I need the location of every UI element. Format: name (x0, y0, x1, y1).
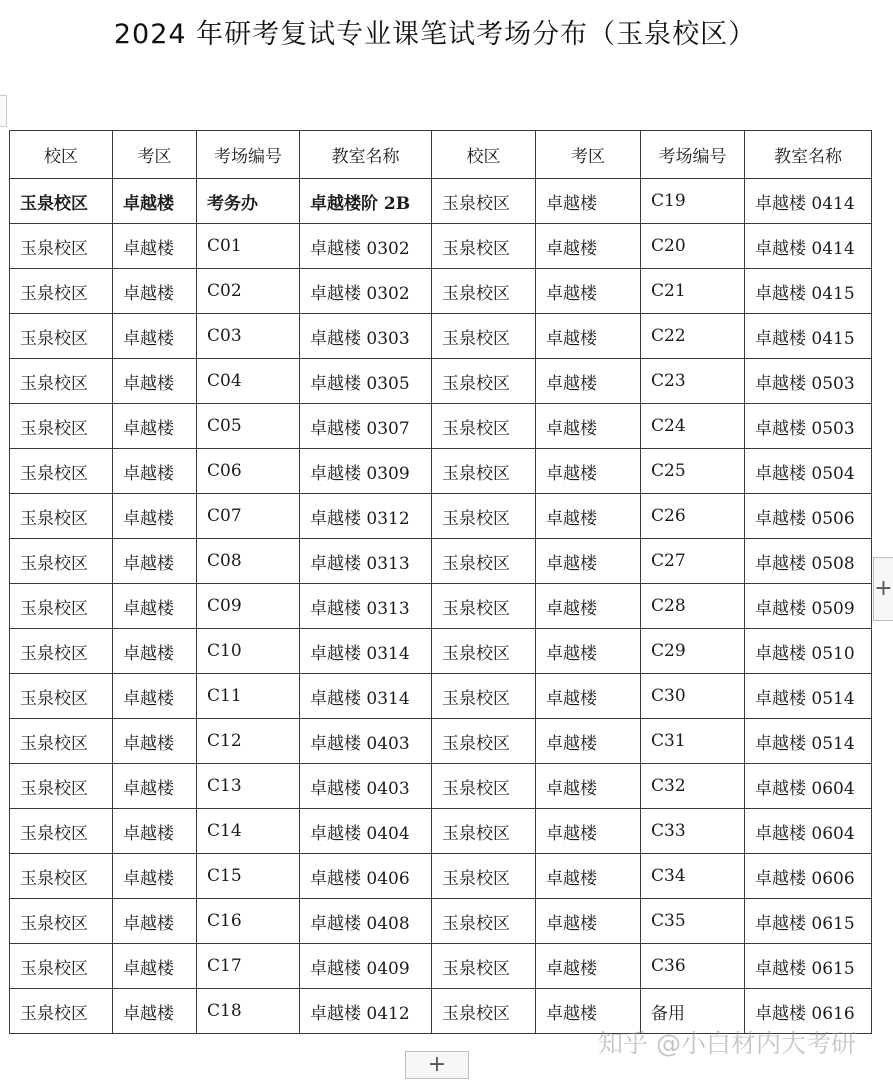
table-cell[interactable]: 玉泉校区 (10, 224, 113, 269)
table-cell[interactable]: C18 (197, 989, 300, 1034)
table-header-row (10, 131, 872, 179)
table-cell[interactable]: C12 (197, 719, 300, 764)
table-cell[interactable]: 卓越楼 0414 (745, 224, 872, 269)
table-cell[interactable]: 卓越楼 (113, 809, 197, 854)
table-cell[interactable]: C25 (641, 449, 745, 494)
table-cell[interactable]: 玉泉校区 (10, 719, 113, 764)
table-cell[interactable]: 卓越楼 (536, 719, 641, 764)
table-cell[interactable]: 卓越楼 (536, 359, 641, 404)
table-cell[interactable]: 卓越楼 (536, 494, 641, 539)
table-cell[interactable]: 玉泉校区 (432, 809, 536, 854)
table-cell[interactable]: 玉泉校区 (432, 449, 536, 494)
table-cell[interactable]: 考务办 (197, 179, 300, 224)
table-cell[interactable]: 卓越楼 (113, 989, 197, 1034)
table-cell[interactable]: C13 (197, 764, 300, 809)
table-cell[interactable]: 玉泉校区 (432, 629, 536, 674)
table-cell[interactable]: C21 (641, 269, 745, 314)
table-cell[interactable]: 卓越楼 (536, 899, 641, 944)
table-cell[interactable]: 玉泉校区 (10, 314, 113, 359)
table-cell[interactable]: 卓越楼 0514 (745, 674, 872, 719)
page-edge-marker (0, 95, 7, 127)
table-cell[interactable]: 玉泉校区 (432, 224, 536, 269)
table-cell[interactable]: 玉泉校区 (10, 494, 113, 539)
table-row (10, 269, 872, 314)
table-cell[interactable]: C27 (641, 539, 745, 584)
table-cell[interactable]: 卓越楼 0302 (300, 269, 432, 314)
table-cell[interactable]: C28 (641, 584, 745, 629)
table-cell[interactable]: 玉泉校区 (10, 404, 113, 449)
table-cell[interactable]: 卓越楼 (113, 854, 197, 899)
column-header[interactable]: 教室名称 (300, 131, 432, 179)
table-cell[interactable]: 卓越楼 0503 (745, 359, 872, 404)
table-cell[interactable]: 玉泉校区 (10, 764, 113, 809)
table-cell[interactable]: 卓越楼 0412 (300, 989, 432, 1034)
table-cell[interactable]: 玉泉校区 (432, 674, 536, 719)
table-cell[interactable]: 卓越楼 0504 (745, 449, 872, 494)
table-cell[interactable]: C01 (197, 224, 300, 269)
table-cell[interactable]: C03 (197, 314, 300, 359)
table-cell[interactable]: 卓越楼 (536, 314, 641, 359)
table-cell[interactable]: 卓越楼 (536, 404, 641, 449)
document-title: 2024 年研考复试专业课笔试考场分布（玉泉校区） (113, 19, 757, 50)
table-cell[interactable]: 卓越楼 (113, 314, 197, 359)
table-cell[interactable]: 卓越楼 (536, 584, 641, 629)
table-cell[interactable]: C29 (641, 629, 745, 674)
table-cell[interactable]: 卓越楼 0314 (300, 674, 432, 719)
table-cell[interactable]: 玉泉校区 (432, 269, 536, 314)
table-cell[interactable]: 卓越楼 0506 (745, 494, 872, 539)
table-cell[interactable]: 玉泉校区 (10, 359, 113, 404)
table-row (10, 314, 872, 359)
table-cell[interactable]: 卓越楼 0510 (745, 629, 872, 674)
table-cell[interactable]: 备用 (641, 989, 745, 1034)
table-row (10, 359, 872, 404)
table-cell[interactable]: 卓越楼 (113, 404, 197, 449)
table-cell[interactable]: 卓越楼 (536, 989, 641, 1034)
table-cell[interactable]: 卓越楼 0406 (300, 854, 432, 899)
table-row (10, 854, 872, 899)
table-row (10, 989, 872, 1034)
table-cell[interactable]: 卓越楼 0615 (745, 944, 872, 989)
table-cell[interactable]: 卓越楼 (113, 224, 197, 269)
table-cell[interactable]: 卓越楼 0415 (745, 314, 872, 359)
table-row (10, 629, 872, 674)
table-cell[interactable]: C02 (197, 269, 300, 314)
table-cell[interactable]: 卓越楼 (113, 584, 197, 629)
table-cell[interactable]: 玉泉校区 (10, 269, 113, 314)
table-cell[interactable]: C36 (641, 944, 745, 989)
table-cell[interactable]: 卓越楼 0403 (300, 764, 432, 809)
table-cell[interactable]: C06 (197, 449, 300, 494)
table-cell[interactable]: 玉泉校区 (10, 989, 113, 1034)
column-header[interactable]: 考区 (113, 131, 197, 179)
table-cell[interactable]: 卓越楼 0409 (300, 944, 432, 989)
table-cell[interactable]: 玉泉校区 (10, 674, 113, 719)
table-cell[interactable]: C33 (641, 809, 745, 854)
table-cell[interactable]: 卓越楼 (113, 494, 197, 539)
table-cell[interactable]: 卓越楼 0414 (745, 179, 872, 224)
table-cell[interactable]: 卓越楼 (536, 449, 641, 494)
table-cell[interactable]: C22 (641, 314, 745, 359)
table-cell[interactable]: C17 (197, 944, 300, 989)
exam-room-table (9, 130, 872, 1034)
table-cell[interactable]: C34 (641, 854, 745, 899)
table-cell[interactable]: 玉泉校区 (10, 629, 113, 674)
table-cell[interactable]: 玉泉校区 (432, 989, 536, 1034)
table-cell[interactable]: C35 (641, 899, 745, 944)
table-cell[interactable]: C14 (197, 809, 300, 854)
table-cell[interactable]: C23 (641, 359, 745, 404)
table-cell[interactable]: 卓越楼 0514 (745, 719, 872, 764)
table-cell[interactable]: C11 (197, 674, 300, 719)
table-row (10, 899, 872, 944)
column-header[interactable]: 校区 (10, 131, 113, 179)
table-cell[interactable]: 卓越楼 0616 (745, 989, 872, 1034)
table-cell[interactable]: C10 (197, 629, 300, 674)
column-header[interactable]: 考场编号 (641, 131, 745, 179)
table-cell[interactable]: 卓越楼阶 2B (300, 179, 432, 224)
table-row (10, 494, 872, 539)
table-row (10, 944, 872, 989)
table-cell[interactable]: 卓越楼 (536, 224, 641, 269)
table-cell[interactable]: C04 (197, 359, 300, 404)
table-cell[interactable]: 卓越楼 0404 (300, 809, 432, 854)
table-cell[interactable]: 卓越楼 0313 (300, 584, 432, 629)
table-cell[interactable]: 玉泉校区 (432, 359, 536, 404)
column-header[interactable]: 校区 (432, 131, 536, 179)
table-cell[interactable]: 卓越楼 0403 (300, 719, 432, 764)
table-cell[interactable]: 玉泉校区 (10, 539, 113, 584)
table-cell[interactable]: 卓越楼 0309 (300, 449, 432, 494)
column-header[interactable]: 考场编号 (197, 131, 300, 179)
table-cell[interactable]: 玉泉校区 (10, 584, 113, 629)
table-cell[interactable]: 卓越楼 0604 (745, 809, 872, 854)
table-cell[interactable]: 玉泉校区 (10, 899, 113, 944)
table-cell[interactable]: C31 (641, 719, 745, 764)
table-cell[interactable]: C24 (641, 404, 745, 449)
table-row (10, 764, 872, 809)
column-header[interactable]: 考区 (536, 131, 641, 179)
table-cell[interactable]: 卓越楼 (113, 449, 197, 494)
table-cell[interactable]: 卓越楼 (113, 899, 197, 944)
table-row (10, 179, 872, 224)
table-cell[interactable]: 卓越楼 0314 (300, 629, 432, 674)
table-cell[interactable]: 卓越楼 (536, 944, 641, 989)
table-cell[interactable]: 卓越楼 (113, 944, 197, 989)
table-cell[interactable]: 卓越楼 (536, 764, 641, 809)
table-cell[interactable]: 玉泉校区 (432, 854, 536, 899)
add-column-button[interactable]: + (873, 557, 893, 621)
table-cell[interactable]: C07 (197, 494, 300, 539)
table-cell[interactable]: 卓越楼 (536, 854, 641, 899)
table-row (10, 809, 872, 854)
table-row (10, 449, 872, 494)
table-cell[interactable]: 卓越楼 (536, 539, 641, 584)
table-cell[interactable]: 卓越楼 0307 (300, 404, 432, 449)
table-cell[interactable]: 玉泉校区 (432, 944, 536, 989)
table-row (10, 719, 872, 764)
table-cell[interactable]: 卓越楼 (113, 539, 197, 584)
table-cell[interactable]: 玉泉校区 (432, 719, 536, 764)
table-cell[interactable]: 玉泉校区 (10, 809, 113, 854)
add-row-button[interactable]: + (405, 1051, 469, 1079)
table-cell[interactable]: 卓越楼 0503 (745, 404, 872, 449)
column-header[interactable]: 教室名称 (745, 131, 872, 179)
table-cell[interactable]: 玉泉校区 (10, 854, 113, 899)
table-cell[interactable]: 卓越楼 0408 (300, 899, 432, 944)
table-cell[interactable]: C20 (641, 224, 745, 269)
table-cell[interactable]: 卓越楼 (113, 674, 197, 719)
table-cell[interactable]: 卓越楼 0415 (745, 269, 872, 314)
table-cell[interactable]: C08 (197, 539, 300, 584)
table-cell[interactable]: 玉泉校区 (10, 944, 113, 989)
table-cell[interactable]: C16 (197, 899, 300, 944)
table-cell[interactable]: 卓越楼 0305 (300, 359, 432, 404)
table-cell[interactable]: C09 (197, 584, 300, 629)
table-cell[interactable]: 卓越楼 (536, 629, 641, 674)
table-cell[interactable]: 卓越楼 (113, 269, 197, 314)
table-cell[interactable]: 卓越楼 (113, 359, 197, 404)
table-cell[interactable]: 卓越楼 0312 (300, 494, 432, 539)
table-cell[interactable]: 玉泉校区 (432, 539, 536, 584)
table-cell[interactable]: 卓越楼 0604 (745, 764, 872, 809)
table-row (10, 674, 872, 719)
table-cell[interactable]: 卓越楼 0302 (300, 224, 432, 269)
table-cell[interactable]: 卓越楼 (536, 674, 641, 719)
table-cell[interactable]: 卓越楼 0606 (745, 854, 872, 899)
table-cell[interactable]: 卓越楼 0313 (300, 539, 432, 584)
table-cell[interactable]: 卓越楼 (113, 629, 197, 674)
table-cell[interactable]: 卓越楼 (536, 179, 641, 224)
table-cell[interactable]: 卓越楼 (113, 179, 197, 224)
table-cell[interactable]: C19 (641, 179, 745, 224)
table-cell[interactable]: 卓越楼 (113, 764, 197, 809)
table-cell[interactable]: 玉泉校区 (432, 584, 536, 629)
table-row (10, 224, 872, 269)
table-cell[interactable]: 卓越楼 (536, 269, 641, 314)
table-row (10, 404, 872, 449)
table-row (10, 539, 872, 584)
watermark: 知乎 @小白材内大考研 (598, 1029, 856, 1058)
table-cell[interactable]: 卓越楼 0509 (745, 584, 872, 629)
table-cell[interactable]: 玉泉校区 (432, 404, 536, 449)
table-body (10, 131, 872, 1034)
table-cell[interactable]: 玉泉校区 (10, 449, 113, 494)
table-cell[interactable]: 玉泉校区 (432, 899, 536, 944)
table-cell[interactable]: 卓越楼 (536, 809, 641, 854)
table-cell[interactable]: C26 (641, 494, 745, 539)
table-cell[interactable]: 卓越楼 (113, 719, 197, 764)
table-cell[interactable]: 卓越楼 0303 (300, 314, 432, 359)
table-cell[interactable]: 玉泉校区 (432, 179, 536, 224)
table-cell[interactable]: C32 (641, 764, 745, 809)
table-cell[interactable]: 卓越楼 0508 (745, 539, 872, 584)
table-cell[interactable]: 玉泉校区 (432, 314, 536, 359)
table-cell[interactable]: 玉泉校区 (10, 179, 113, 224)
table-cell[interactable]: 玉泉校区 (432, 764, 536, 809)
table-row (10, 584, 872, 629)
table-cell[interactable]: C30 (641, 674, 745, 719)
table-cell[interactable]: 卓越楼 0615 (745, 899, 872, 944)
table-cell[interactable]: C05 (197, 404, 300, 449)
table-cell[interactable]: C15 (197, 854, 300, 899)
table-cell[interactable]: 玉泉校区 (432, 494, 536, 539)
